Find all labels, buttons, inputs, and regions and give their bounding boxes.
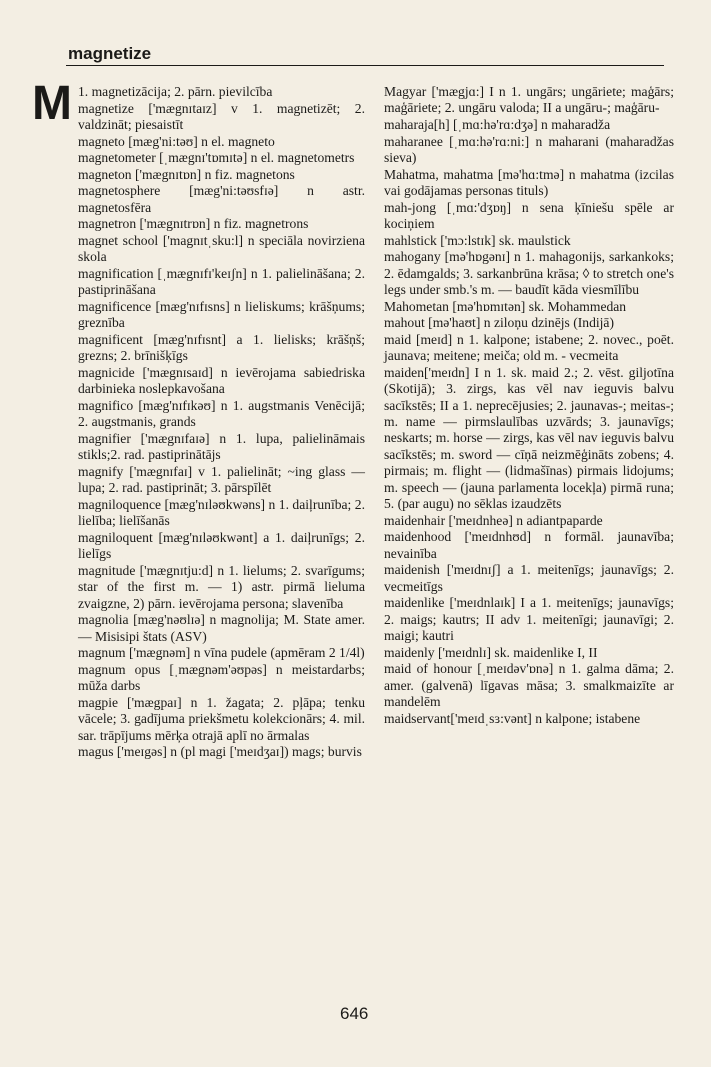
dictionary-entry: maharanee [ˌmɑ:hə'rɑ:ni:] n maharani (maharadžas sieva) [384, 133, 674, 165]
dictionary-entry: Mahatma, mahatma [mə'hɑ:tmə] n mahatma (izcilas vai godājamas personas tituls) [384, 166, 674, 198]
dictionary-entry: magus ['meɪgəs] n (pl magi ['meɪdʒaɪ]) mags; burvis [78, 744, 362, 760]
page-number: 646 [340, 1004, 369, 1023]
dictionary-entry: maidenly ['meɪdnlɪ] sk. maidenlike I, II [384, 644, 598, 660]
dictionary-entry: magnum ['mægnəm] n vīna pudele (apmēram 2 1/4l) [78, 645, 365, 661]
dictionary-entry: magnifier ['mægnɪfaɪə] n 1. lupa, palielināmais stikls;2. rad. pastiprinātājs [78, 430, 365, 463]
dictionary-entry: magnificent [mæg'nɪfɪsnt] a 1. lielisks; krāšņš; grezns; 2. brīnišķīgs [78, 331, 365, 364]
dictionary-entry: mahlstick ['mɔ:lstɪk] sk. maulstick [384, 232, 571, 248]
dictionary-entry: magneton ['mægnɪtɒn] n fiz. magnetons [78, 166, 295, 182]
dictionary-entry: magpie ['mægpaɪ] n 1. žagata; 2. pļāpa; tenku vācele; 3. gadījuma priekšmetu kolekcionārs; 4. mil. sar. trāpījums mērķa otrajā aplī no ārmalas [78, 694, 365, 743]
dictionary-entry: maharaja[h] [ˌmɑ:hə'rɑ:dʒə] n maharadža [384, 117, 611, 132]
dictionary-entry: magnifico [mæg'nɪfɪkəʊ] n 1. augstmanis Venēcijā; 2. augstmanis, grands [78, 397, 365, 430]
dictionary-entry: magnificence [mæg'nɪfɪsns] n lieliskums; krāšņums; greznība [78, 298, 365, 331]
dictionary-entry: magniloquent [mæg'nɪləʊkwənt] a 1. daiļrunīgs; 2. lielīgs [78, 529, 365, 562]
right-column [384, 84, 674, 727]
dictionary-entry: 1. magnetizācija; 2. pārn. pievilcība [78, 84, 273, 99]
dictionary-entry: magniloquence [mæg'nɪləʊkwəns] n 1. daiļrunība; 2. lielība; lielīšanās [78, 496, 365, 529]
header-rule [66, 65, 664, 66]
dictionary-entry: Magyar ['mægjɑ:] I n 1. ungārs; ungāriete; maģārs; maģāriete; 2. ungāru valoda; II a ungāru-; maģāru- [384, 84, 674, 116]
dictionary-entry: magnum opus [ˌmægnəm'əʊpəs] n meistardarbs; mūža darbs [78, 661, 365, 694]
dictionary-entry: maidenhood ['meɪdnhʊd] n formāl. jaunavība; nevainība [384, 529, 674, 561]
dictionary-entry: maiden['meɪdn] I n 1. sk. maid 2.; 2. vēst. giljotīna (Skotijā); 3. zirgs, kas vēl nav ieguvis balvu sacīkstēs; II a 1. neprecējusies; 2. jaunavas-; meitas-; m. name — pirmslaulības uzvārds; 3. jaunavīgs; neskarts; m. horse — zirgs, kas vēl nav ieguvis balvu sacīkstēs; m. sword — cīņā neizmēģināts zobens; 4. pirmais; m. flight — (lidmašīnas) pirmais lidojums; m. speech — (jauna parlamenta locekļa) pirmā runa; 5. (par augu) no sēklas izaudzēts [384, 364, 674, 512]
dictionary-entry: magnetize ['mægnɪtaɪz] v 1. magnetizēt; 2. valdzināt; piesaistīt [78, 100, 365, 132]
dictionary-entry: maidenlike ['meɪdnlaɪk] I a 1. meitenīgs; jaunavīgs; 2. maigs; kautrs; II adv 1. meitenīgi; jaunavīgi; 2. maigi; kautri [384, 595, 674, 644]
dictionary-entry: mahout [mə'haʊt] n ziloņu dzinējs (Indijā) [384, 315, 614, 331]
dictionary-entry: Mahometan [mə'hɒmɪtən] sk. Mohammedan [384, 298, 627, 314]
section-letter: M [32, 77, 72, 130]
dictionary-entry: magnify ['mægnɪfaɪ] v 1. palielināt; ~ing glass — lupa; 2. rad. pastiprināt; 3. pārspīlēt [78, 463, 365, 496]
dictionary-entry: magnitude ['mægnɪtju:d] n 1. lielums; 2. svarīgums; star of the first m. — 1) astr. pirmā lieluma zvaigzne, 2) pārn. ievērojama persona; slavenība [78, 562, 365, 611]
dictionary-entry: magnetometer [ˌmægnɪ'tɒmɪtə] n el. magnetometrs [78, 150, 355, 166]
dictionary-entry: magnolia [mæg'nəʊlɪə] n magnolija; M. State amer. — Misisipi štats (ASV) [78, 612, 365, 644]
dictionary-entry: magnicide ['mægnɪsaɪd] n ievērojama sabiedriska darbinieka noslepkavošana [78, 364, 365, 397]
dictionary-entry: magnet school ['magnɪtˌsku:l] n speciāla novirziena skola [78, 232, 365, 265]
dictionary-entry: maidservant['meɪdˌsɜ:vənt] n kalpone; istabene [384, 710, 641, 726]
dictionary-entry: magnification [ˌmægnɪfɪ'keɪʃn] n 1. palielināšana; 2. pastiprināšana [78, 265, 365, 298]
left-column [78, 84, 365, 761]
dictionary-entry: mah-jong [ˌmɑ:'dʒɒŋ] n sena ķīniešu spēle ar kociņiem [384, 199, 674, 231]
dictionary-entry: maid [meɪd] n 1. kalpone; istabene; 2. novec., poēt. jaunava; meitene; meiča; old m. - vecmeita [384, 331, 674, 364]
dictionary-entry: magnetosphere [mæg'ni:təʊsfɪə] n astr. magnetosfēra [78, 183, 365, 215]
dictionary-entry: mahogany [mə'hɒgənɪ] n 1. mahagonijs, sarkankoks; 2. ēdamgalds; 3. sarkanbrūna krāsa; ◊ to stretch one's legs under smb.'s m. — baudīt kāda viesmīlību [384, 249, 674, 297]
dictionary-entry: magneto [mæg'ni:təʊ] n el. magneto [78, 133, 275, 149]
running-head: magnetize [68, 44, 152, 63]
dictionary-entry: maidenish ['meɪdnɪʃ] a 1. meitenīgs; jaunavīgs; 2. vecmeitīgs [384, 562, 674, 594]
dictionary-entry: maidenhair ['meɪdnheə] n adiantpaparde [384, 512, 603, 528]
dictionary-entry: magnetron ['mægnɪtrɒn] n fiz. magnetrons [78, 216, 309, 232]
dictionary-entry: maid of honour [ˌmeɪdəv'ɒnə] n 1. galma dāma; 2. amer. (galvenā) līgavas māsa; 3. smalkmaizīte ar mandelēm [384, 661, 674, 710]
